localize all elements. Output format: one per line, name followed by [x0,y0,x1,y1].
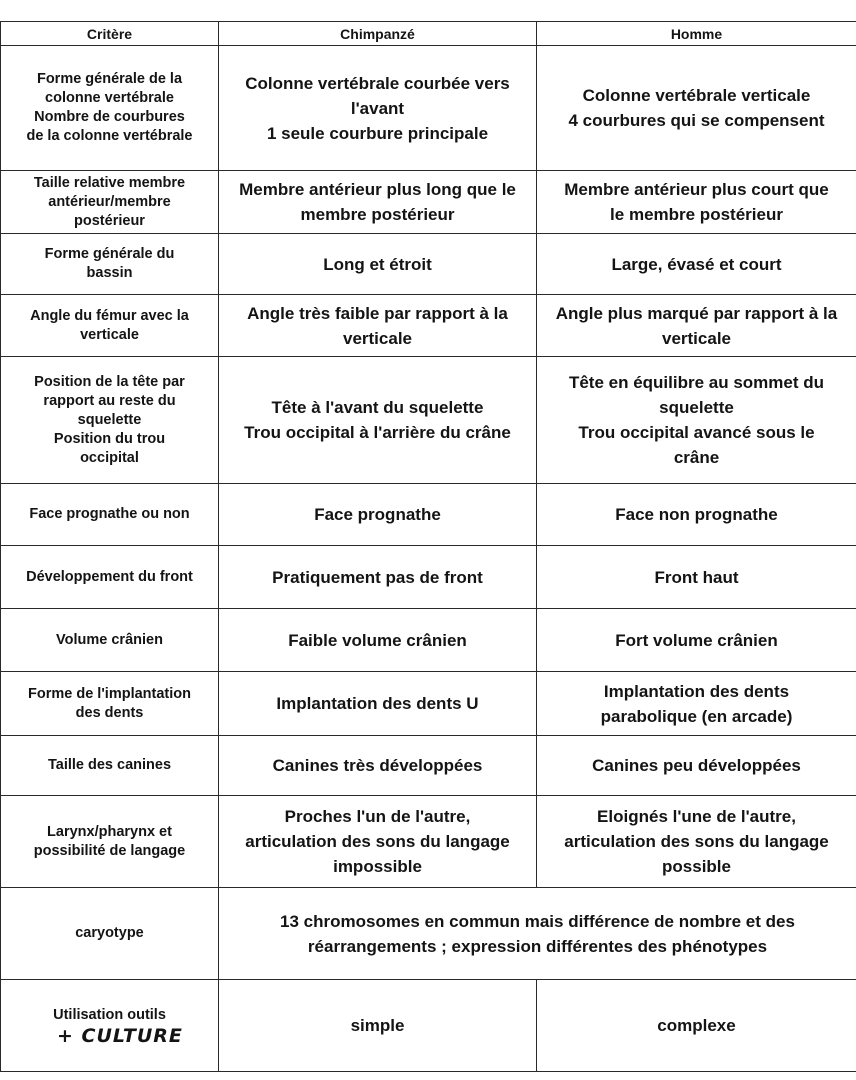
human-line: verticale [662,328,731,348]
human-line: Tête en équilibre au sommet du [568,373,825,392]
table-row [1,295,856,357]
human-line: Eloignés l'une de l'autre, [597,807,796,826]
chimpanzee-line: Colonne vertébrale courbée vers [245,73,510,93]
criterion-line: Taille des canines [47,757,172,773]
criterion-line: Larynx/pharynx et [47,823,172,840]
criterion-line: Position de la tête par [34,373,185,390]
human-line: Trou occipital avancé sous le [578,423,815,442]
criterion-line: Volume crânien [56,631,163,648]
criterion-line: Forme de l'implantation [28,685,191,702]
human-line: parabolique (en arcade) [600,706,793,726]
human-cell [537,546,856,609]
criterion-cell [1,672,219,736]
criterion-line: Utilisation outils [53,1006,166,1023]
criterion-line: squelette [77,411,142,428]
header-human: Homme [537,22,856,46]
criterion-line: Position du trou [53,430,166,447]
human-line: le membre postérieur [610,205,783,224]
human-line: 4 courbures qui se compensent [568,111,825,130]
criterion-line: Forme générale du [44,246,175,262]
criterion-line: antérieur/membre [48,193,171,210]
human-cell [537,609,856,672]
chimpanzee-line: Tête à l'avant du squelette [271,398,484,417]
table-row [1,609,856,672]
human-line: complexe [657,1016,736,1035]
criterion-line: Forme générale de la [36,71,183,87]
criterion-line: postérieur [74,212,145,229]
table-row [1,484,856,546]
chimpanzee-cell [219,609,537,672]
chimpanzee-cell [219,736,537,796]
human-line: Membre antérieur plus court que [564,180,829,199]
human-cell [537,672,856,736]
human-cell [537,295,856,357]
table-row [1,796,856,888]
criterion-line: Taille relative membre [33,174,186,191]
merged-cell [219,888,856,980]
criterion-cell [1,546,219,609]
human-cell [537,736,856,796]
criterion-cell [1,171,219,234]
chimpanzee-cell [219,672,537,736]
chimpanzee-line: membre postérieur [300,205,455,224]
chimpanzee-cell [219,295,537,357]
chimpanzee-cell [219,46,537,171]
chimpanzee-cell [219,980,537,1072]
chimpanzee-line: Pratiquement pas de front [272,567,483,587]
table-row [1,546,856,609]
criterion-cell [1,484,219,546]
criterion-cell [1,980,219,1072]
chimpanzee-line: Canines très développées [272,756,483,775]
criterion-cell [1,295,219,357]
human-cell [537,234,856,295]
chimpanzee-line: Long et étroit [323,254,432,274]
human-line: crâne [673,448,720,467]
criterion-line: caryotype [75,925,144,941]
chimpanzee-cell [219,546,537,609]
criterion-line: Nombre de courbures [34,109,185,125]
human-line: Front haut [654,567,739,587]
criterion-cell [1,234,219,295]
criterion-cell [1,46,219,171]
chimpanzee-line: Trou occipital à l'arrière du crâne [244,423,511,442]
merged-line: 13 chromosomes en commun mais différence de nombre et des [280,911,795,931]
criterion-cell [1,736,219,796]
human-line: possible [662,857,731,876]
chimpanzee-line: Membre antérieur plus long que le [239,180,516,199]
chimpanzee-line: l'avant [350,98,405,118]
table-row [1,888,856,980]
criterion-cell [1,609,219,672]
chimpanzee-line: 1 seule courbure principale [266,123,489,143]
human-line: Colonne vertébrale verticale [582,86,811,105]
merged-line: réarrangements ; expression différentes des phénotypes [307,936,768,956]
chimpanzee-cell [219,357,537,484]
chimpanzee-line: Face prognathe [314,505,441,524]
criterion-line: Angle du fémur avec la [30,307,189,324]
criterion-line: Développement du front [26,568,193,585]
human-cell [537,171,856,234]
criterion-line: bassin [86,265,133,281]
human-cell [537,980,856,1072]
human-cell [537,484,856,546]
chimpanzee-cell [219,171,537,234]
chimpanzee-line: Angle très faible par rapport à la [247,303,508,323]
chimpanzee-line: simple [350,1016,405,1035]
table-body [1,46,856,1072]
human-cell [537,357,856,484]
chimpanzee-line: Proches l'un de l'autre, [284,807,471,826]
human-line: articulation des sons du langage [564,832,829,851]
header-criterion: Critère [1,22,219,46]
criterion-line: occipital [80,449,139,466]
table-row [1,171,856,234]
table-row [1,672,856,736]
human-line: Canines peu développées [592,756,801,775]
chimpanzee-line: Faible volume crânien [288,630,467,650]
comparison-table [0,21,856,1072]
table-row [1,234,856,295]
human-line: Implantation des dents [603,681,790,701]
chimpanzee-line: impossible [333,857,422,876]
chimpanzee-cell [219,484,537,546]
chimpanzee-line: verticale [343,328,412,348]
criterion-cell [1,357,219,484]
chimpanzee-line: Implantation des dents U [276,694,479,713]
handwritten-note: + CULTURE [57,1024,183,1047]
criterion-line: colonne vertébrale [45,90,174,106]
table-row [1,736,856,796]
human-line: Face non prognathe [615,505,778,524]
criterion-line: des dents [75,704,144,721]
criterion-line: Face prognathe ou non [29,506,190,522]
table-row [1,46,856,171]
chimpanzee-cell [219,796,537,888]
header-row [1,22,856,46]
table-row [1,357,856,484]
criterion-cell [1,796,219,888]
criterion-line: possibilité de langage [33,842,186,859]
human-line: squelette [659,398,734,417]
human-cell [537,46,856,171]
criterion-line: de la colonne vertébrale [26,128,193,144]
chimpanzee-cell [219,234,537,295]
chimpanzee-line: articulation des sons du langage [245,832,510,851]
criterion-cell [1,888,219,980]
criterion-line: rapport au reste du [43,392,176,409]
human-cell [537,796,856,888]
table-row [1,980,856,1072]
human-line: Angle plus marqué par rapport à la [555,303,838,323]
header-chimpanzee: Chimpanzé [219,22,537,46]
human-line: Large, évasé et court [611,254,782,274]
human-line: Fort volume crânien [615,630,778,650]
criterion-line: verticale [80,326,139,343]
